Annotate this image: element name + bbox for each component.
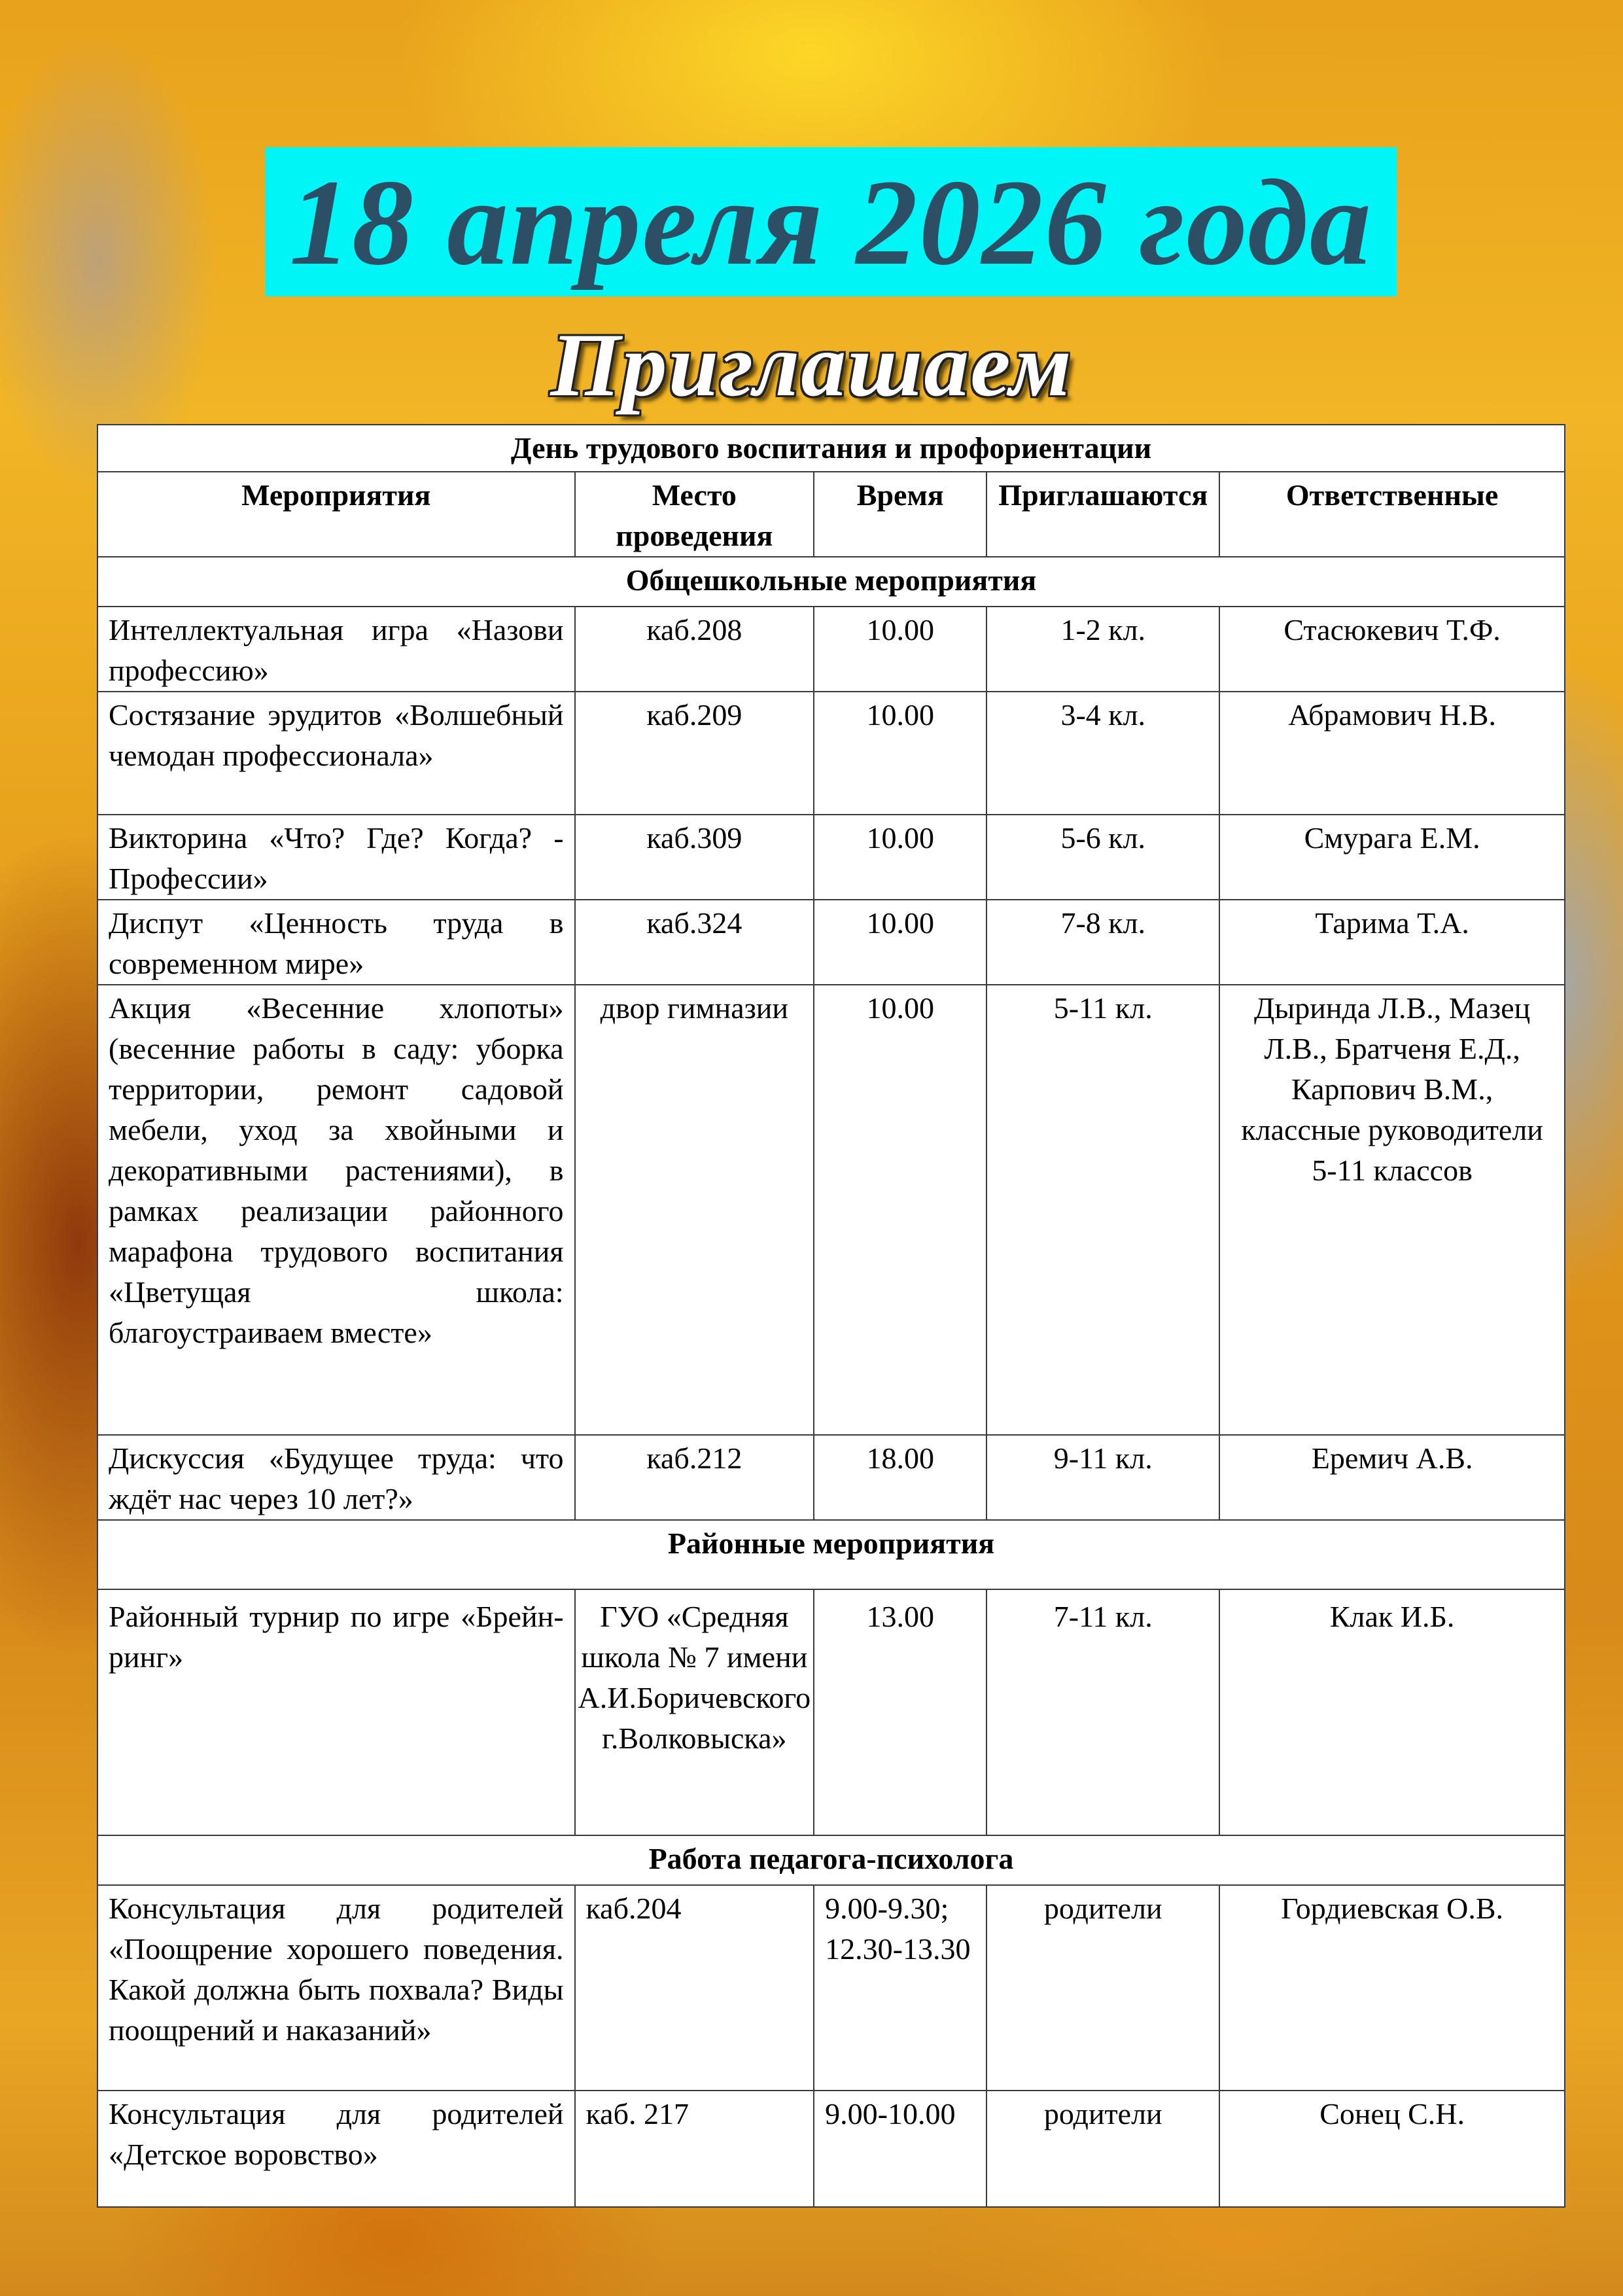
time-cell: 10.00 <box>814 985 986 1435</box>
event-cell: Консультация для родителей «Поощрение хорошего поведения. Какой должна быть похвала? Виды поощрений и наказаний» <box>97 1885 575 2091</box>
column-header-guests: Приглашаются <box>986 472 1219 557</box>
table-title-row <box>97 425 1565 472</box>
guests-cell: родители <box>986 1885 1219 2091</box>
table-header-row <box>97 472 1565 557</box>
table-row <box>97 607 1565 692</box>
time-cell: 13.00 <box>814 1589 986 1835</box>
event-cell: Дискуссия «Будущее труда: что ждёт нас через 10 лет?» <box>97 1435 575 1520</box>
guests-cell: 5-6 кл. <box>986 815 1219 900</box>
section-row <box>97 1835 1565 1885</box>
time-cell: 9.00-10.00 <box>814 2091 986 2207</box>
guests-cell: 3-4 кл. <box>986 692 1219 815</box>
guests-cell: 5-11 кл. <box>986 985 1219 1435</box>
place-cell: каб.309 <box>575 815 814 900</box>
table-row <box>97 985 1565 1435</box>
event-cell: Состязание эрудитов «Волшебный чемодан профессионала» <box>97 692 575 815</box>
table-row <box>97 1589 1565 1835</box>
table-row <box>97 1885 1565 2091</box>
responsible-cell: Гордиевская О.В. <box>1219 1885 1565 2091</box>
guests-cell: 7-8 кл. <box>986 900 1219 985</box>
section-title: Общешкольные мероприятия <box>97 557 1565 607</box>
invite-heading: Приглашаем <box>550 315 1073 415</box>
column-header-events: Мероприятия <box>97 472 575 557</box>
section-title: Работа педагога-психолога <box>97 1835 1565 1885</box>
place-cell: ГУО «Средняя школа № 7 имени А.И.Боричевского г.Волковыска» <box>575 1589 814 1835</box>
event-cell: Интеллектуальная игра «Назови профессию» <box>97 607 575 692</box>
responsible-cell: Клак И.Б. <box>1219 1589 1565 1835</box>
guests-cell: 1-2 кл. <box>986 607 1219 692</box>
place-cell: каб.204 <box>575 1885 814 2091</box>
responsible-cell: Сонец С.Н. <box>1219 2091 1565 2207</box>
section-row <box>97 1520 1565 1589</box>
place-cell: каб.209 <box>575 692 814 815</box>
responsible-cell: Абрамович Н.В. <box>1219 692 1565 815</box>
table-title: День трудового воспитания и профориентации <box>97 425 1565 472</box>
event-cell: Консультация для родителей «Детское воровство» <box>97 2091 575 2207</box>
place-cell: каб.324 <box>575 900 814 985</box>
schedule-table <box>97 424 1565 2208</box>
date-banner <box>265 147 1397 296</box>
event-cell: Диспут «Ценность труда в современном мире» <box>97 900 575 985</box>
place-cell: каб. 217 <box>575 2091 814 2207</box>
column-header-responsible: Ответственные <box>1219 472 1565 557</box>
table-row <box>97 815 1565 900</box>
event-cell: Акция «Весенние хлопоты» (весенние работы в саду: уборка территории, ремонт садовой мебели, уход за хвойными и декоративными растениями), в рамках реализации районного марафона трудового воспитания «Цветущая школа: благоустраиваем вместе» <box>97 985 575 1435</box>
responsible-cell: Дыринда Л.В., Мазец Л.В., Братченя Е.Д., Карпович В.М., классные руководители 5-11 классов <box>1219 985 1565 1435</box>
guests-cell: 9-11 кл. <box>986 1435 1219 1520</box>
time-cell: 10.00 <box>814 607 986 692</box>
responsible-cell: Еремич А.В. <box>1219 1435 1565 1520</box>
table-row <box>97 1435 1565 1520</box>
column-header-time: Время <box>814 472 986 557</box>
section-title: Районные мероприятия <box>97 1520 1565 1589</box>
table-row <box>97 900 1565 985</box>
guests-cell: 7-11 кл. <box>986 1589 1219 1835</box>
event-cell: Викторина «Что? Где? Когда? - Профессии» <box>97 815 575 900</box>
time-cell: 10.00 <box>814 692 986 815</box>
responsible-cell: Тарима Т.А. <box>1219 900 1565 985</box>
time-cell: 9.00-9.30; 12.30-13.30 <box>814 1885 986 2091</box>
event-cell: Районный турнир по игре «Брейн-ринг» <box>97 1589 575 1835</box>
place-cell: каб.212 <box>575 1435 814 1520</box>
column-header-place: Место проведения <box>575 472 814 557</box>
responsible-cell: Стасюкевич Т.Ф. <box>1219 607 1565 692</box>
time-cell: 18.00 <box>814 1435 986 1520</box>
guests-cell: родители <box>986 2091 1219 2207</box>
place-cell: двор гимназии <box>575 985 814 1435</box>
section-row <box>97 557 1565 607</box>
table-row <box>97 2091 1565 2207</box>
table-row <box>97 692 1565 815</box>
place-cell: каб.208 <box>575 607 814 692</box>
time-cell: 10.00 <box>814 900 986 985</box>
time-cell: 10.00 <box>814 815 986 900</box>
event-date: 18 апреля 2026 года <box>289 153 1372 291</box>
responsible-cell: Смурага Е.М. <box>1219 815 1565 900</box>
